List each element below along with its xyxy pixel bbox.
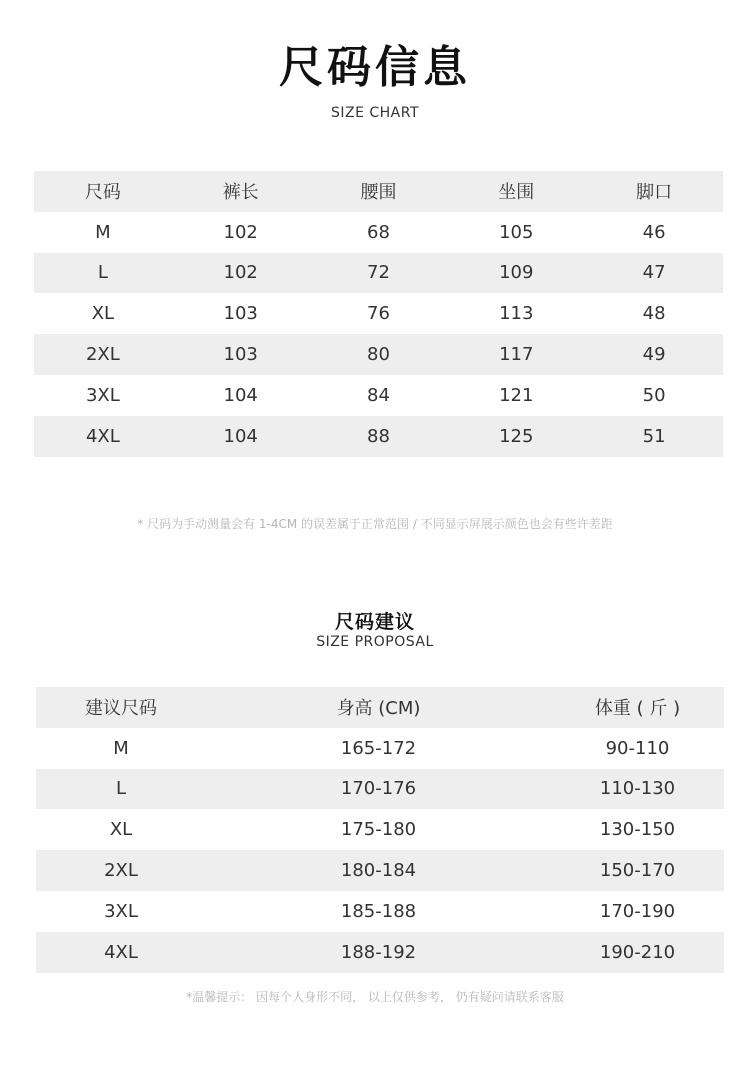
table-row [34, 375, 723, 416]
table-cell: 3XL [85, 384, 120, 406]
table-header-cell: 体重 ( 斤 ) [594, 698, 681, 720]
table-header-cell: 身高 (CM) [336, 698, 421, 720]
table-cell: 2XL [104, 860, 138, 882]
section-subtitle-size-proposal: SIZE PROPOSAL [316, 634, 434, 650]
table-header-cell: 建议尺码 [85, 698, 157, 720]
table-cell: 117 [499, 344, 534, 366]
table-cell: 170-190 [599, 900, 676, 922]
table-cell: 50 [642, 384, 666, 406]
table-header-row [36, 687, 724, 728]
table-header-row [34, 171, 723, 212]
table-cell: M [95, 221, 111, 243]
table-cell: 185-188 [340, 900, 417, 922]
size-proposal-table [36, 687, 724, 973]
table-row [34, 334, 723, 375]
table-cell: 4XL [85, 425, 120, 447]
table-row [36, 891, 724, 932]
table-cell: 170-176 [340, 778, 417, 800]
table-row [36, 850, 724, 891]
table-row [34, 416, 723, 457]
table-cell: 165-172 [340, 737, 417, 759]
table-cell: 190-210 [599, 941, 676, 963]
table-cell: 103 [223, 303, 258, 325]
table-cell: L [97, 262, 108, 284]
table-cell: 175-180 [340, 819, 417, 841]
section-title-size-proposal: 尺码建议 [334, 611, 415, 633]
table-cell: 46 [642, 221, 666, 243]
table-row [36, 728, 724, 769]
table-cell: 125 [499, 425, 534, 447]
table-cell: 104 [223, 384, 258, 406]
table-row [34, 253, 723, 294]
table-cell: 103 [223, 344, 258, 366]
warm-tip-note: *温馨提示： 因每个人身形不同， 以上仅供参考， 仍有疑问请联系客服 [186, 990, 564, 1004]
table-cell: 110-130 [599, 778, 676, 800]
table-cell: 49 [642, 344, 666, 366]
table-cell: 3XL [104, 900, 138, 922]
table-header-cell: 裤长 [222, 182, 259, 204]
table-cell: 2XL [85, 344, 120, 366]
table-cell: XL [91, 303, 115, 325]
measurement-note: * 尺码为手动测量会有 1-4CM 的误差属于正常范围 / 不同显示屏展示颜色也会有些许差距 [137, 517, 613, 531]
table-cell: 113 [499, 303, 534, 325]
table-header-cell: 腰围 [360, 182, 397, 204]
table-cell: 84 [367, 384, 390, 406]
table-cell: 88 [367, 425, 390, 447]
table-cell: 150-170 [599, 860, 676, 882]
table-header-cell: 脚口 [636, 182, 673, 204]
table-cell: 76 [367, 303, 390, 325]
table-header-cell: 坐围 [498, 182, 535, 204]
table-cell: 47 [642, 262, 666, 284]
table-row [34, 293, 723, 334]
table-cell: 121 [499, 384, 534, 406]
table-cell: 180-184 [340, 860, 417, 882]
size-chart-table [34, 171, 723, 457]
table-row [36, 809, 724, 850]
table-header-cell: 尺码 [84, 182, 121, 204]
table-cell: 48 [642, 303, 666, 325]
page-subtitle: SIZE CHART [330, 105, 420, 121]
table-cell: 90-110 [605, 737, 670, 759]
table-row [36, 769, 724, 810]
table-cell: 130-150 [599, 819, 676, 841]
table-cell: 188-192 [340, 941, 417, 963]
table-cell: L [115, 778, 127, 800]
table-cell: 51 [642, 425, 666, 447]
table-cell: 68 [367, 221, 390, 243]
table-cell: 102 [223, 262, 258, 284]
table-row [36, 932, 724, 973]
table-cell: 105 [499, 221, 534, 243]
table-cell: 4XL [104, 941, 138, 963]
table-cell: XL [109, 819, 133, 841]
table-cell: 104 [223, 425, 258, 447]
table-cell: 102 [223, 221, 258, 243]
page-title: 尺码信息 [279, 42, 471, 93]
table-row [34, 212, 723, 253]
table-cell: M [113, 737, 129, 759]
table-cell: 109 [499, 262, 534, 284]
table-cell: 80 [367, 344, 390, 366]
table-cell: 72 [367, 262, 390, 284]
